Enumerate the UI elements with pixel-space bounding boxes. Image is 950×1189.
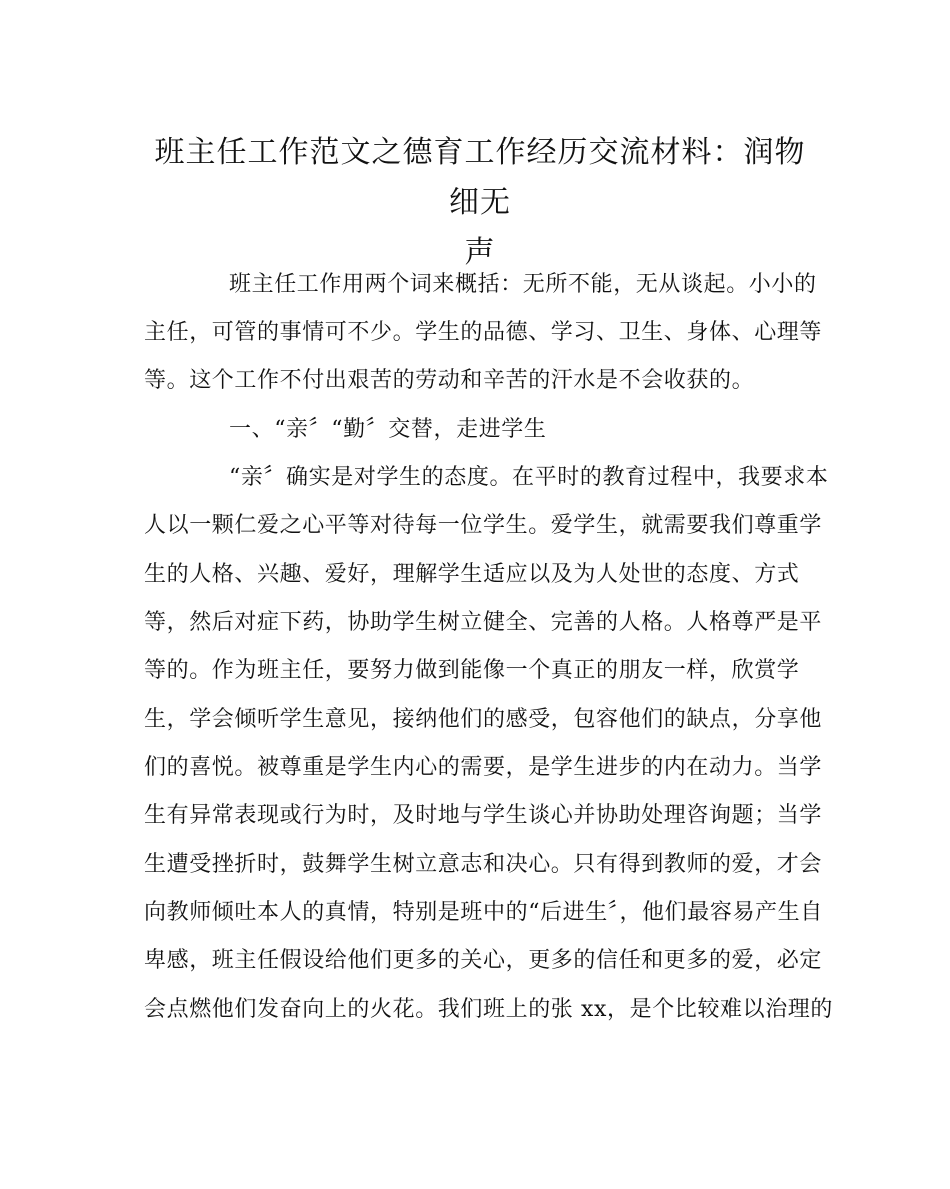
paragraph-line: 生遭受挫折时，鼓舞学生树立意志和决心。只有得到教师的爱，才会 [144, 852, 823, 877]
paragraph-line: 生有异常表现或行为时，及时地与学生谈心并协助处理咨询题；当学 [144, 803, 823, 828]
paragraph-line: 等，然后对症下药，协助学生树立健全、完善的人格。人格尊严是平 [144, 610, 823, 635]
document-title [140, 128, 820, 278]
section-heading: 一、“亲〞“勤〞交替，走进学生 [229, 417, 547, 442]
paragraph-line: 们的喜悦。被尊重是学生内心的需要，是学生进步的内在动力。当学 [144, 755, 823, 780]
paragraph-line: 生的人格、兴趣、爱好，理解学生适应以及为人处世的态度、方式 [144, 562, 800, 587]
paragraph-line: 人以一颗仁爱之心平等对待每一位学生。爱学生，就需要我们尊重学 [144, 513, 823, 538]
paragraph-line: 主任，可管的事情可不少。学生的品德、学习、卫生、身体、心理等 [144, 320, 823, 345]
paragraph-line: “亲〞确实是对学生的态度。在平时的教育过程中，我要求本 [229, 465, 829, 490]
title-line-2: 声 [464, 235, 496, 270]
paragraph-line: 等。这个工作不付出艰苦的劳动和辛苦的汗水是不会收获的。 [144, 368, 755, 393]
paragraph-line: 会点燃他们发奋向上的火花。我们班上的张 xx，是个比较难以治理的 [144, 997, 834, 1022]
title-line-1: 班主任工作范文之德育工作经历交流材料：润物细无 [154, 135, 806, 220]
paragraph-line: 生，学会倾听学生意见，接纳他们的感受，包容他们的缺点，分享他 [144, 707, 823, 732]
paragraph-line: 班主任工作用两个词来概括：无所不能，无从谈起。小小的 [229, 272, 817, 297]
paragraph-line: 等的。作为班主任，要努力做到能像一个真正的朋友一样，欣赏学 [144, 658, 800, 683]
paragraph-line: 向教师倾吐本人的真情，特别是班中的“后进生〞，他们最容易产生自 [144, 900, 823, 925]
paragraph-line: 卑感，班主任假设给他们更多的关心，更多的信任和更多的爱，必定 [144, 948, 823, 973]
